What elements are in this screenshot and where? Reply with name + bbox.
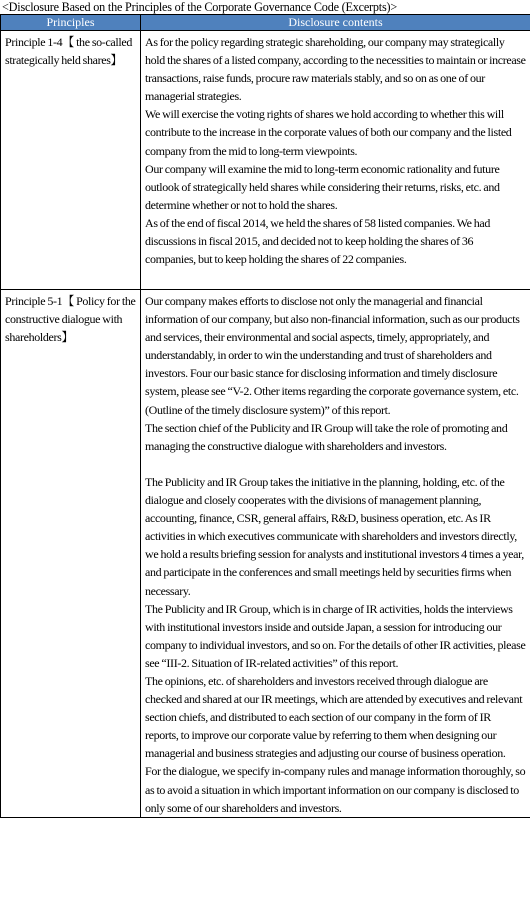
document-caption: <Disclosure Based on the Principles of the Corporate Governance Code (Excerpts)> [2, 0, 398, 14]
principle-cell: Principle 1-4【 the so-called strategically held shares】 [1, 31, 141, 290]
table-header-row [1, 15, 530, 31]
contents-paragraph: As for the policy regarding strategic shareholding, our company may strategically hold the shares of a listed company, according to the necessities to maintain or increase transactions, raise funds, procure raw materials stably, and so on as one of our managerial strategies. [145, 35, 526, 104]
header-principles: Principles [1, 15, 141, 31]
contents-paragraph: The Publicity and IR Group takes the initiative in the planning, holding, etc. of the dialogue and closely cooperates with the divisions of management planning, accounting, finance, CSR, general affairs, R&D, business operation, etc. As IR activities in which executives communicate with shareholders and investors directly, we hold a results briefing session for analysts and institutional investors 4 times a year, and participate in the conferences and small meetings held by securities firms when necessary. [145, 474, 524, 598]
table-row-principle-1-4 [1, 31, 530, 290]
contents-paragraph: Our company will examine the mid to long-term economic rationality and future outlook of strategically held shares while considering their returns, risks, etc. and determine whether or not to hold the shares. [145, 161, 500, 212]
contents-paragraph: Our company makes efforts to disclose not only the managerial and financial information of our company, but also non-financial information, such as our products and services, their environmental and social aspects, timely, appropriately, and understandably, in order to win the understanding and trust of shareholders and investors. Four our basic stance for disclosing information and timely disclosure system, please see “V-2. Other items regarding the corporate governance system, etc. (Outline of the timely disclosure system)” of this report. [145, 294, 520, 417]
contents-paragraph: The section chief of the Publicity and IR Group will take the role of promoting and managing the constructive dialogue with shareholders and investors. [145, 420, 508, 453]
contents-paragraph: The opinions, etc. of shareholders and investors received through dialogue are checked and shared at our IR meetings, which are attended by executives and relevant section chiefs, and distributed to each section of our company in the form of IR reports, to improve our corporate value by referring to them when designing our managerial and business strategies and adjusting our course of business operation. [145, 673, 523, 761]
contents-paragraph: We will exercise the voting rights of shares we hold according to whether this will contribute to the increase in the corporate values of both our company and the listed company from the mid to long-term viewpoints. [145, 107, 512, 158]
contents-paragraph: For the dialogue, we specify in-company rules and manage information thoroughly, so as to avoid a situation in which important information on our company is disclosed to only some of our shareholders and investors. [145, 764, 526, 815]
contents-paragraph: As of the end of fiscal 2014, we held the shares of 58 listed companies. We had discussions in fiscal 2015, and decided not to keep holding the shares of 36 companies, but to keep holding the shares of 22 companies. [145, 215, 491, 267]
contents-cell [141, 31, 530, 290]
header-disclosure-contents: Disclosure contents [141, 15, 530, 31]
blank-line [145, 455, 526, 473]
table-row-principle-5-1 [1, 290, 530, 818]
principle-cell: Principle 5-1【 Policy for the constructive dialogue with shareholders】 [1, 290, 141, 818]
contents-cell [141, 290, 530, 818]
governance-disclosure-table [0, 14, 530, 818]
contents-paragraph: The Publicity and IR Group, which is in charge of IR activities, holds the interviews with institutional investors inside and outside Japan, a session for introducing our company to individual investors, and so on. For the details of other IR activities, please see “III-2. Situation of IR-related activities” of this report. [145, 601, 526, 670]
